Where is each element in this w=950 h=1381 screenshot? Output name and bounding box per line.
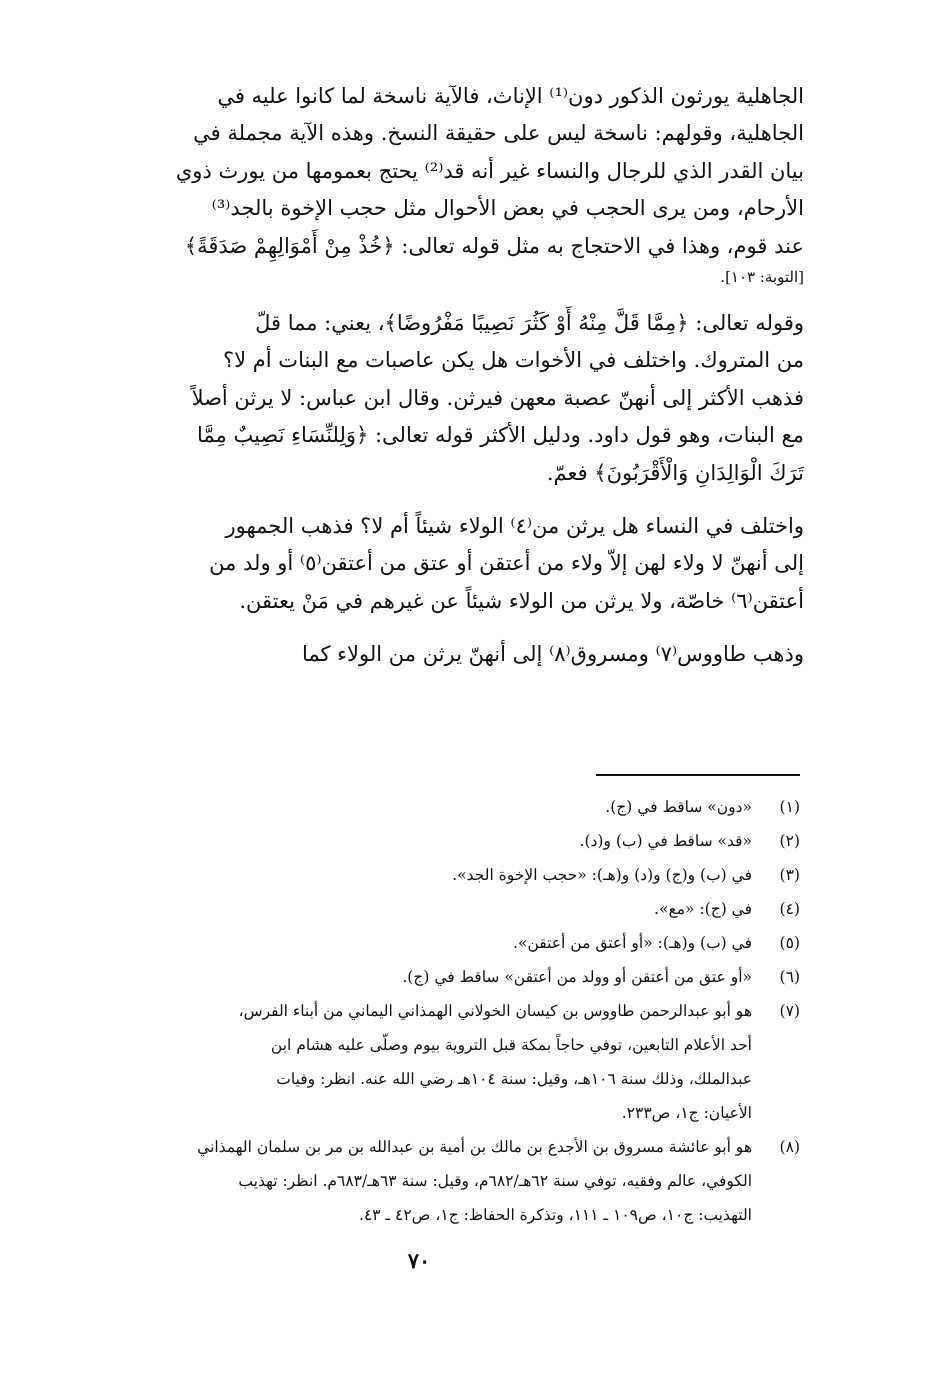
footnote-text	[100, 824, 752, 858]
footnote-line: هو أبو عائشة مسروق بن الأجدع بن مالك بن أمية بن عبدالله بن مر بن سلمان الهمذاني	[197, 1138, 752, 1156]
footnote-text	[100, 994, 752, 1130]
footnote	[100, 960, 800, 994]
footnote-line: في (ب) و(ج) و(د) و(هـ): «حجب الإخوة الجد».	[452, 866, 752, 884]
footnote-line: في (ب) و(هـ): «أو أعتق من أعتقن».	[513, 934, 752, 952]
footnote-number: (٥)	[779, 934, 800, 952]
text-line: وذهب طاووس⁽٧⁾ ومسروق⁽٨⁾ إلى أنهنّ يرثن من الولاء كما	[301, 642, 804, 667]
footnote	[100, 790, 800, 824]
footnote-separator	[596, 774, 800, 776]
footnote-text	[100, 892, 752, 926]
page-number: ٧٠	[407, 1248, 431, 1273]
text-line: الجاهلية يورثون الذكور دون⁽¹⁾ الإناث، فالآية ناسخة لما كانوا عليه في	[217, 84, 804, 108]
footnote-number: (٢)	[779, 832, 800, 850]
footnote-text	[100, 790, 752, 824]
text-line: تَرَكَ الْوَالِدَانِ وَالْأَقْرَبُونَ﴾ فعمّ.	[546, 460, 804, 485]
text-line: فذهب الأكثر إلى أنهنّ عصبة معهن فيرثن. وقال ابن عباس: لا يرثن أصلاً	[191, 385, 804, 410]
footnote-text	[100, 858, 752, 892]
footnote	[100, 824, 800, 858]
footnote-number: (٨)	[779, 1138, 800, 1156]
text-line: واختلف في النساء هل يرثن من⁽٤⁾ الولاء شيئاً أم لا؟ فذهب الجمهور	[225, 514, 804, 539]
footnote-text	[100, 1130, 752, 1232]
footnote-line: «دون» ساقط في (ج).	[605, 798, 752, 816]
footnotes	[100, 790, 800, 1232]
text-line: أعتقن⁽٦⁾ خاصّة، ولا يرثن من الولاء شيئاً عن غيرهم في مَنْ يعتقن.	[239, 588, 804, 613]
footnote-number: (١)	[779, 798, 800, 816]
footnote-line: في (ج): «مع».	[654, 900, 752, 918]
quran-reference: [التوبة: ١٠٣].	[720, 268, 804, 287]
footnote-text	[100, 926, 752, 960]
text-line: بيان القدر الذي للرجال والنساء غير أنه قد⁽²⁾ يحتج بعمومها من يورث ذوي	[175, 158, 804, 183]
footnote-number: (٣)	[779, 866, 800, 884]
text-line: من المتروك. واختلف في الأخوات هل يكن عاصبات مع البنات أم لا؟	[223, 348, 804, 373]
text-line: الجاهلية، وقولهم: ناسخة ليس على حقيقة النسخ. وهذه الآية مجملة في	[193, 121, 804, 146]
paragraph-1	[98, 78, 804, 289]
text-line: إلى أنهنّ لا ولاء لهن إلاّ ولاء من أعتقن أو عتق من أعتقن⁽٥⁾ أو ولد من	[209, 551, 804, 576]
paragraph-2	[98, 305, 804, 492]
paragraph-4	[98, 636, 804, 673]
text-line: عند قوم، وهذا في الاحتجاج به مثل قوله تعالى: ﴿خُذْ مِنْ أَمْوَالِهِمْ صَدَقَةً﴾	[184, 233, 804, 258]
footnote-number: (٧)	[779, 1002, 800, 1020]
footnote-line: الأعيان: ج١، ص٢٣٣.	[621, 1104, 752, 1122]
footnote-line: هو أبو عبدالرحمن طاووس بن كيسان الخولاني الهمذاني اليماني من أبناء الفرس،	[238, 1002, 752, 1020]
main-text	[98, 78, 804, 674]
footnote-text	[100, 960, 752, 994]
footnote	[100, 1130, 800, 1232]
footnote	[100, 926, 800, 960]
footnote-line: «أو عتق من أعتقن أو وولد من أعتقن» ساقط في (ج).	[402, 968, 752, 986]
footnote-line: «قد» ساقط في (ب) و(د).	[579, 832, 752, 850]
footnote-line: الكوفي، عالم وفقيه، توفي سنة ٦٢هـ/٦٨٢م، وقيل: سنة ٦٣هـ/٦٨٣م. انظر: تهذيب	[238, 1172, 752, 1190]
footnote-line: أحد الأعلام التابعين، توفي حاجاً بمكة قبل التروية بيوم وصلّى عليه هشام ابن	[270, 1036, 752, 1054]
footnote-number: (٤)	[779, 900, 800, 918]
text-line: الأرحام، ومن يرى الحجب في بعض الأحوال مثل حجب الإخوة بالجد⁽³⁾	[211, 196, 804, 221]
footnote	[100, 994, 800, 1130]
text-line: مع البنات، وهو قول داود. ودليل الأكثر قوله تعالى: ﴿وَلِلنِّسَاءِ نَصِيبٌ مِمَّا	[197, 423, 804, 448]
paragraph-3	[98, 508, 804, 620]
footnote	[100, 892, 800, 926]
footnote-line: التهذيب: ج١٠، ص١٠٩ ـ ١١١، وتذكرة الحفاظ: ج١، ص٤٢ ـ ٤٣.	[359, 1206, 752, 1224]
footnote-line: عبدالملك، وذلك سنة ١٠٦هـ، وقيل: سنة ١٠٤هـ رضي الله عنه. انظر: وفيات	[276, 1070, 752, 1088]
footnote-number: (٦)	[779, 968, 800, 986]
footnote	[100, 858, 800, 892]
text-line: وقوله تعالى: ﴿مِمَّا قَلَّ مِنْهُ أَوْ كَثُرَ نَصِيبًا مَفْرُوضًا﴾، يعني: مما قلّ	[255, 311, 804, 336]
